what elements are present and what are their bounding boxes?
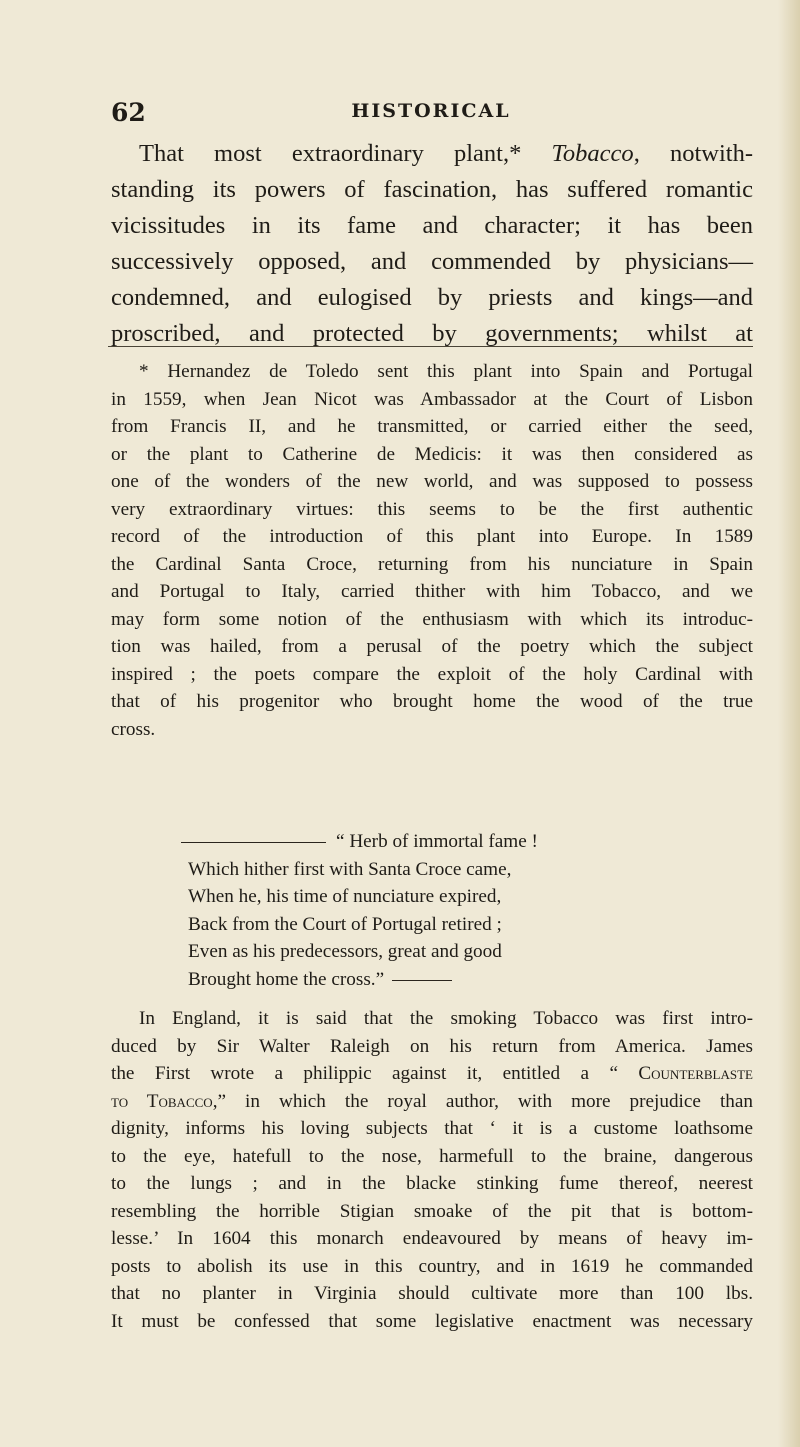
poem-line-text: “ Herb of immortal fame ! xyxy=(336,831,538,852)
main-line-text: That most extraordinary plant,* xyxy=(139,140,552,167)
paragraph-line xyxy=(111,1060,753,1088)
footnote-line: and Portugal to Italy, carried thither with him Tobacco, and we xyxy=(111,581,753,602)
main-line-text: , notwith- xyxy=(633,140,754,167)
footnote-line: cross. xyxy=(111,718,156,740)
footnote-divider xyxy=(108,346,753,347)
paragraph-line: lesse.’ In 1604 this monarch endeavoured by means of heavy im- xyxy=(111,1228,753,1249)
footnote-line: that of his progenitor who brought home the wood of the true xyxy=(111,691,753,712)
footnote-line: may form some notion of the enthusiasm with which its introduc- xyxy=(111,608,753,630)
main-line: condemned, and eulogised by priests and kings—and xyxy=(111,284,753,311)
footnote-line: or the plant to Catherine de Medicis: it was then considered as xyxy=(111,443,753,465)
running-head: HISTORICAL xyxy=(351,100,511,122)
main-text xyxy=(111,136,753,352)
poem-line: Which hither first with Santa Croce came, xyxy=(188,858,512,880)
footnote-line: one of the wonders of the new world, and was supposed to possess xyxy=(111,471,753,492)
footnote-line: in 1559, when Jean Nicot was Ambassador at the Court of Lisbon xyxy=(111,388,753,410)
counterblaste-title-end: to Tobacco xyxy=(111,1090,213,1112)
paragraph-line xyxy=(111,1088,753,1116)
paragraph-line-text: ,” in which the royal author, with more prejudice than xyxy=(212,1090,753,1112)
main-line: standing its powers of fascination, has suffered romantic xyxy=(111,176,753,203)
paragraph-line: It must be confessed that some legislative enactment was necessary xyxy=(111,1310,753,1332)
footnote-line: * Hernandez de Toledo sent this plant into Spain and Portugal xyxy=(139,361,753,382)
footnote-line: tion was hailed, from a perusal of the poetry which the subject xyxy=(111,636,753,657)
paragraph-line: dignity, informs his loving subjects that ‘ it is a custome loathsome xyxy=(111,1118,753,1139)
footnote xyxy=(111,358,753,743)
poem-line xyxy=(111,828,753,856)
footnote-line: record of the introduction of this plant into Europe. In 1589 xyxy=(111,526,753,547)
poem-line: Back from the Court of Portugal retired ; xyxy=(188,913,502,935)
page-edge-shadow xyxy=(778,0,800,1447)
footnote-line: the Cardinal Santa Croce, returning from his nunciature in Spain xyxy=(111,553,753,575)
paragraph-line: that no planter in Virginia should cultivate more than 100 lbs. xyxy=(111,1283,753,1304)
main-line: proscribed, and protected by governments; whilst at xyxy=(111,320,753,347)
footnote-line: very extraordinary virtues: this seems to be the first authentic xyxy=(111,498,753,520)
paragraph-line: duced by Sir Walter Raleigh on his return from America. James xyxy=(111,1035,753,1057)
paragraph-line: to the lungs ; and in the blacke stinking fume thereof, neerest xyxy=(111,1173,753,1194)
paragraph-line: to the eye, hatefull to the nose, harmefull to the braine, dangerous xyxy=(111,1145,753,1167)
main-line: vicissitudes in its fame and character; it has been xyxy=(111,212,753,239)
page-header xyxy=(111,98,751,138)
main-line xyxy=(111,136,753,172)
poem-quote xyxy=(111,828,753,993)
poem-line-text: Brought home the cross.” xyxy=(188,968,385,990)
paragraph-line: In England, it is said that the smoking Tobacco was first intro- xyxy=(139,1008,753,1029)
paragraph-line: posts to abolish its use in this country, and in 1619 he commanded xyxy=(111,1255,753,1277)
counterblaste-title: Counterblaste xyxy=(638,1063,753,1084)
trailing-rule xyxy=(392,980,452,981)
footnote-line: from Francis II, and he transmitted, or carried either the seed, xyxy=(111,416,753,437)
paragraph-line: resembling the horrible Stigian smoake of the pit that is bottom- xyxy=(111,1200,753,1222)
footnote-line: inspired ; the poets compare the exploit of the holy Cardinal with xyxy=(111,663,753,685)
paragraph-line-text: the First wrote a philippic against it, entitled a “ xyxy=(111,1063,639,1084)
poem-line: When he, his time of nunciature expired, xyxy=(188,886,502,907)
leading-rule xyxy=(181,842,326,843)
tobacco-italic: Tobacco xyxy=(551,140,634,167)
poem-line xyxy=(111,966,753,994)
main-line: successively opposed, and commended by physicians— xyxy=(111,248,753,275)
poem-line: Even as his predecessors, great and good xyxy=(188,941,502,962)
second-paragraph xyxy=(111,1005,753,1335)
page-number: 62 xyxy=(111,98,146,127)
